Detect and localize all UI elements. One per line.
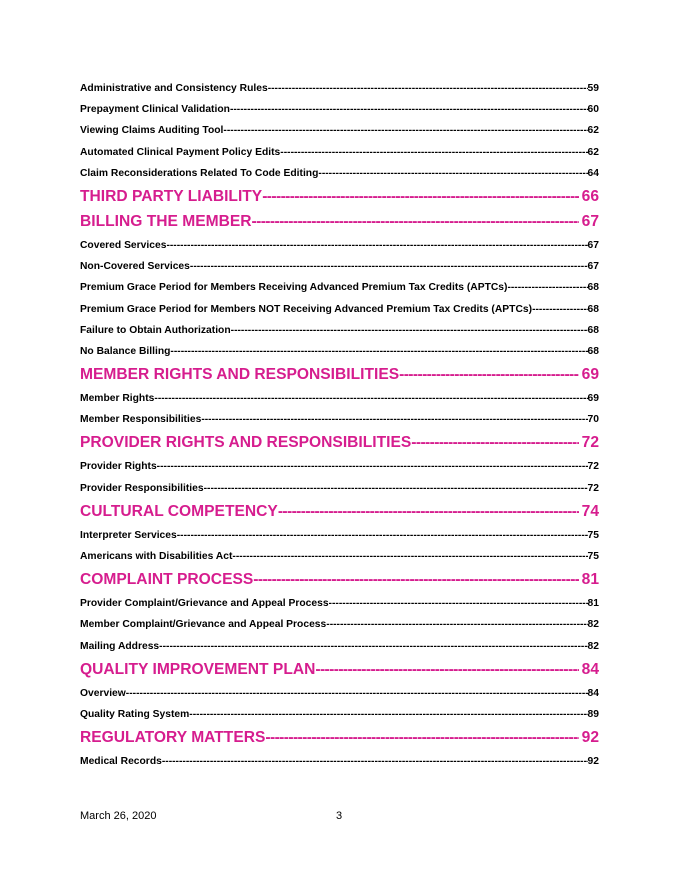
- toc-entry[interactable]: [80, 751, 599, 772]
- toc-page-number: 66: [581, 187, 599, 205]
- toc-section-heading[interactable]: [80, 210, 599, 234]
- toc-page-number: 68: [587, 282, 599, 294]
- toc-page-number: 68: [587, 345, 599, 357]
- toc-entry[interactable]: [80, 636, 599, 657]
- toc-entry-title: Provider Rights: [80, 461, 157, 473]
- toc-dash-leader: [154, 388, 587, 409]
- toc-dash-leader: [268, 78, 588, 99]
- toc-entry[interactable]: [80, 546, 599, 567]
- toc-page-number: 67: [581, 212, 599, 230]
- toc-dash-leader: [253, 568, 578, 592]
- footer-page-number: 3: [336, 810, 343, 822]
- toc-entry[interactable]: [80, 163, 599, 184]
- toc-entry-title: No Balance Billing: [80, 345, 171, 357]
- toc-entry-title: Automated Clinical Payment Policy Edits: [80, 146, 281, 158]
- toc-dash-leader: [411, 431, 578, 455]
- toc-page-number: 81: [581, 571, 599, 589]
- toc-page-number: 69: [587, 393, 599, 405]
- toc-page-number: 84: [581, 660, 599, 678]
- toc-section-heading[interactable]: [80, 658, 599, 682]
- toc-entry-title: Covered Services: [80, 239, 167, 251]
- toc-entry-title: Member Complaint/Grievance and Appeal Process: [80, 619, 327, 631]
- toc-dash-leader: [126, 683, 588, 704]
- toc-dash-leader: [399, 363, 579, 387]
- toc-entry-title: PROVIDER RIGHTS AND RESPONSIBILITIES: [80, 434, 412, 452]
- toc-entry[interactable]: [80, 235, 599, 256]
- toc-entry-title: MEMBER RIGHTS AND RESPONSIBILITIES: [80, 366, 400, 384]
- toc-entry[interactable]: [80, 614, 599, 635]
- toc-page-number: 82: [587, 619, 599, 631]
- toc-entry-title: Premium Grace Period for Members NOT Receiving Advanced Premium Tax Credits (APTCs): [80, 303, 533, 315]
- toc-dash-leader: [278, 500, 579, 524]
- toc-dash-leader: [223, 120, 587, 141]
- toc-dash-leader: [280, 142, 587, 163]
- toc-page-number: 72: [587, 461, 599, 473]
- toc-entry-title: THIRD PARTY LIABILITY: [80, 187, 263, 205]
- toc-entry-title: CULTURAL COMPETENCY: [80, 502, 278, 520]
- toc-page-number: 72: [581, 434, 599, 452]
- toc-page-number: 67: [587, 261, 599, 273]
- toc-page-number: 60: [587, 104, 599, 116]
- toc-dash-leader: [507, 277, 587, 298]
- toc-page-number: 92: [581, 729, 599, 747]
- toc-entry[interactable]: [80, 256, 599, 277]
- toc-entry-title: Medical Records: [80, 756, 162, 768]
- toc-page-number: 72: [587, 482, 599, 494]
- toc-dash-leader: [177, 525, 588, 546]
- toc-section-heading[interactable]: [80, 363, 599, 387]
- toc-page-number: 84: [587, 687, 599, 699]
- toc-dash-leader: [189, 704, 587, 725]
- toc-page-number: 69: [581, 366, 599, 384]
- toc-entry-title: Mailing Address: [80, 640, 160, 652]
- toc-entry[interactable]: [80, 299, 599, 320]
- toc-dash-leader: [232, 546, 587, 567]
- toc-page-number: 75: [587, 551, 599, 562]
- toc-entry-title: Americans with Disabilities Act: [80, 551, 233, 562]
- toc-dash-leader: [532, 299, 587, 320]
- toc-entry[interactable]: [80, 341, 599, 362]
- toc-entry[interactable]: [80, 320, 599, 341]
- toc-entry-title: Quality Rating System: [80, 708, 190, 720]
- toc-section-heading[interactable]: [80, 431, 599, 455]
- toc-entry-title: BILLING THE MEMBER: [80, 212, 252, 230]
- table-of-contents: [80, 78, 599, 772]
- toc-dash-leader: [265, 726, 578, 750]
- toc-dash-leader: [170, 341, 587, 362]
- toc-entry[interactable]: [80, 99, 599, 120]
- toc-entry-title: Premium Grace Period for Members Receiving Advanced Premium Tax Credits (APTCs): [80, 282, 508, 294]
- toc-page-number: 70: [587, 414, 599, 426]
- toc-entry[interactable]: [80, 277, 599, 298]
- toc-dash-leader: [326, 614, 587, 635]
- toc-entry[interactable]: [80, 409, 599, 430]
- toc-dash-leader: [201, 409, 587, 430]
- toc-section-heading[interactable]: [80, 568, 599, 592]
- toc-entry-title: Provider Complaint/Grievance and Appeal Process: [80, 598, 329, 610]
- toc-page-number: 92: [587, 756, 599, 768]
- toc-entry[interactable]: [80, 704, 599, 725]
- toc-entry-title: Prepayment Clinical Validation: [80, 104, 230, 116]
- toc-dash-leader: [262, 185, 578, 209]
- toc-page-number: 74: [581, 502, 599, 520]
- toc-dash-leader: [190, 256, 588, 277]
- footer-date: March 26, 2020: [80, 810, 157, 822]
- toc-entry[interactable]: [80, 120, 599, 141]
- toc-page-number: 68: [587, 303, 599, 315]
- toc-entry-title: Overview: [80, 687, 126, 699]
- toc-dash-leader: [157, 456, 588, 477]
- toc-page-number: 68: [587, 324, 599, 336]
- toc-entry-title: Administrative and Consistency Rules: [80, 83, 268, 94]
- toc-entry[interactable]: [80, 478, 599, 499]
- toc-entry[interactable]: [80, 683, 599, 704]
- toc-entry-title: Member Rights: [80, 393, 155, 405]
- toc-dash-leader: [162, 751, 588, 772]
- toc-page-number: 75: [587, 529, 599, 541]
- toc-entry[interactable]: [80, 593, 599, 614]
- toc-dash-leader: [329, 593, 588, 614]
- toc-page-number: 62: [587, 125, 599, 137]
- toc-page-number: 67: [587, 239, 599, 251]
- toc-entry-title: COMPLAINT PROCESS: [80, 571, 254, 589]
- toc-entry[interactable]: [80, 525, 599, 546]
- toc-dash-leader: [166, 235, 587, 256]
- toc-entry-title: Claim Reconsiderations Related To Code Editing: [80, 167, 319, 179]
- toc-dash-leader: [230, 99, 588, 120]
- toc-section-heading[interactable]: [80, 185, 599, 209]
- toc-dash-leader: [315, 658, 578, 682]
- toc-entry-title: Failure to Obtain Authorization: [80, 324, 231, 336]
- toc-entry[interactable]: [80, 142, 599, 163]
- toc-entry[interactable]: [80, 78, 599, 99]
- toc-section-heading[interactable]: [80, 726, 599, 750]
- toc-entry-title: Non-Covered Services: [80, 261, 190, 273]
- toc-page-number: 62: [587, 146, 599, 158]
- toc-dash-leader: [231, 320, 588, 341]
- toc-entry-title: Provider Responsibilities: [80, 482, 204, 494]
- toc-dash-leader: [252, 210, 579, 234]
- toc-page-number: 89: [587, 708, 599, 720]
- toc-dash-leader: [204, 478, 588, 499]
- toc-page-number: 81: [587, 598, 599, 610]
- toc-entry-title: Member Responsibilities: [80, 414, 202, 426]
- toc-page-number: 64: [587, 167, 599, 179]
- toc-page-number: 82: [587, 640, 599, 652]
- toc-entry-title: REGULATORY MATTERS: [80, 729, 266, 747]
- toc-dash-leader: [318, 163, 587, 184]
- toc-section-heading[interactable]: [80, 500, 599, 524]
- toc-page-number: 59: [587, 83, 599, 94]
- toc-entry[interactable]: [80, 456, 599, 477]
- toc-dash-leader: [159, 636, 587, 657]
- toc-entry-title: Viewing Claims Auditing Tool: [80, 125, 224, 137]
- toc-entry[interactable]: [80, 388, 599, 409]
- toc-entry-title: QUALITY IMPROVEMENT PLAN: [80, 660, 316, 678]
- toc-entry-title: Interpreter Services: [80, 529, 177, 541]
